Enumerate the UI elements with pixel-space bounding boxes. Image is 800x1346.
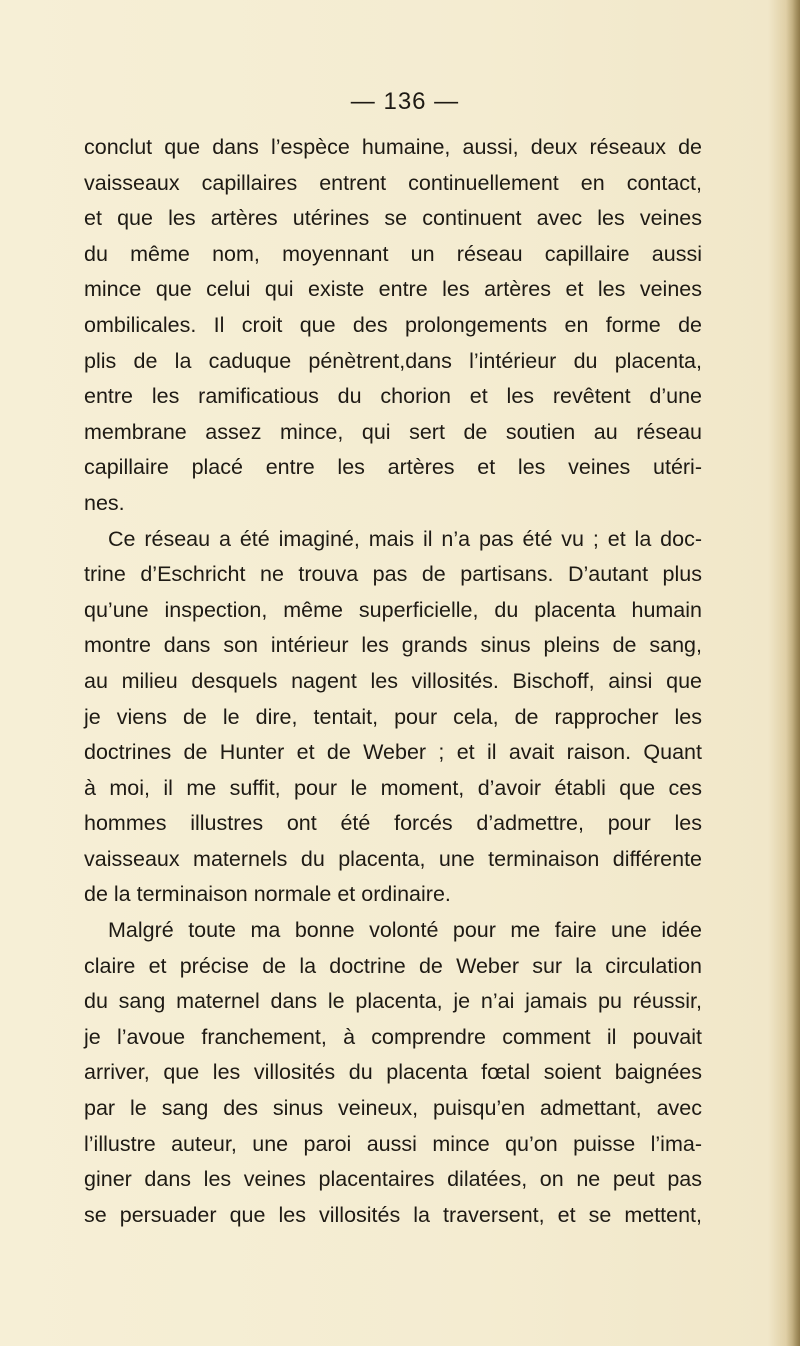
text-line: conclut que dans l’espèce humaine, aussi, deux réseaux de xyxy=(84,135,702,159)
text-line: je l’avoue franchement, à comprendre comment il pouvait xyxy=(84,1024,702,1049)
text-line: entre les ramificatious du chorion et les revêtent d’une xyxy=(84,384,702,409)
text-line: montre dans son intérieur les grands sinus pleins de sang, xyxy=(84,633,702,658)
text-line: l’illustre auteur, une paroi aussi mince qu’on puisse l’ima- xyxy=(84,1131,702,1156)
text-line: à moi, il me suffit, pour le moment, d’avoir établi que ces xyxy=(84,775,702,800)
text-line: nes. xyxy=(84,490,125,515)
page-number: — 136 — xyxy=(350,88,460,115)
body-text xyxy=(84,130,702,1233)
text-line: plis de la caduque pénètrent,dans l’intérieur du placenta, xyxy=(84,348,702,373)
text-line: mince que celui qui existe entre les artères et les veines xyxy=(84,277,702,302)
paragraph-start-line: Ce réseau a été imaginé, mais il n’a pas été vu ; et la doc- xyxy=(108,526,702,551)
text-line: trine d’Eschricht ne trouva pas de partisans. D’autant plus xyxy=(84,562,702,587)
text-line: capillaire placé entre les artères et les veines utéri- xyxy=(84,455,702,480)
text-line: et que les artères utérines se continuent avec les veines xyxy=(84,206,702,231)
text-line: du sang maternel dans le placenta, je n’ai jamais pu réussir, xyxy=(84,989,702,1014)
text-line: se persuader que les villosités la traversent, et se mettent, xyxy=(84,1202,702,1227)
text-line: je viens de le dire, tentait, pour cela, de rapprocher les xyxy=(84,704,702,729)
text-line: giner dans les veines placentaires dilatées, on ne peut pas xyxy=(84,1167,702,1192)
text-line: arriver, que les villosités du placenta fœtal soient baignées xyxy=(84,1060,702,1085)
text-line: vaisseaux maternels du placenta, une terminaison différente xyxy=(84,846,702,871)
text-line: claire et précise de la doctrine de Weber sur la circulation xyxy=(84,953,702,978)
text-line: hommes illustres ont été forcés d’admettre, pour les xyxy=(84,811,702,836)
text-line: ombilicales. Il croit que des prolongements en forme de xyxy=(84,312,702,337)
paragraph-start-line: Malgré toute ma bonne volonté pour me faire une idée xyxy=(108,918,702,943)
text-line: par le sang des sinus veineux, puisqu’en admettant, avec xyxy=(84,1096,702,1121)
page-edge-shadow xyxy=(786,0,800,1346)
text-line: au milieu desquels nagent les villosités. Bischoff, ainsi que xyxy=(84,668,702,693)
text-line: du même nom, moyennant un réseau capillaire aussi xyxy=(84,241,702,266)
text-line: doctrines de Hunter et de Weber ; et il avait raison. Quant xyxy=(84,740,702,765)
text-line: vaisseaux capillaires entrent continuellement en contact, xyxy=(84,170,702,195)
text-line: membrane assez mince, qui sert de soutien au réseau xyxy=(84,419,702,444)
text-line: de la terminaison normale et ordinaire. xyxy=(84,882,451,907)
text-line: qu’une inspection, même superficielle, du placenta humain xyxy=(84,597,702,622)
